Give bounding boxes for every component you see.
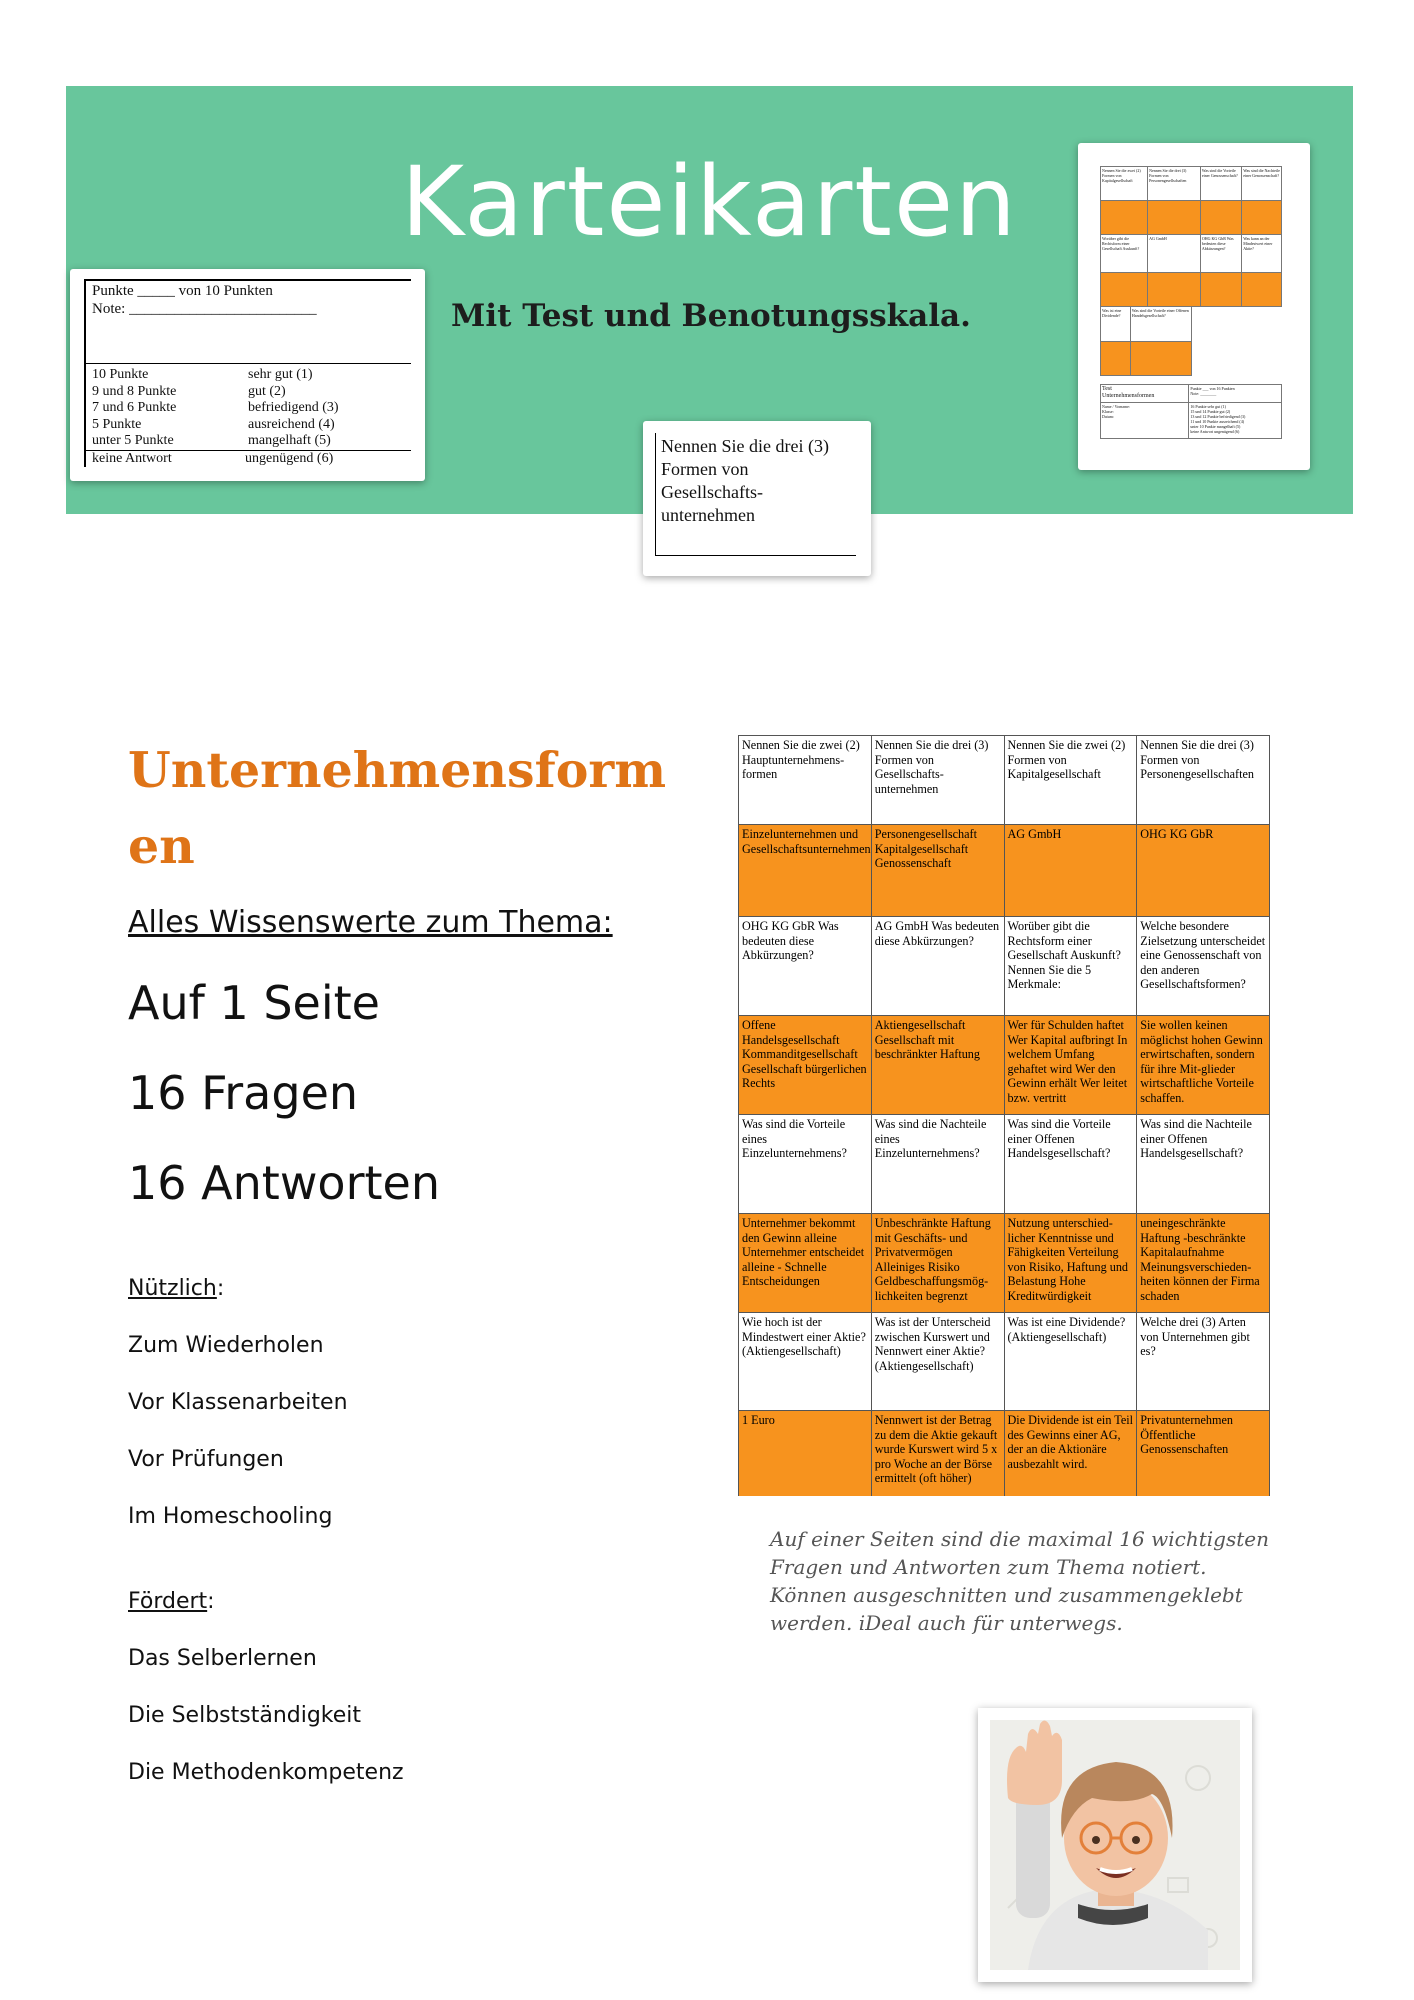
answer-cell: AG GmbH (1004, 825, 1137, 917)
avatar (978, 1708, 1252, 1982)
waving-memoji-icon (978, 1708, 1252, 1982)
answer-cell: Offene Handelsgesellschaft Kommanditgesellschaft Gesellschaft bürgerlichen Rechts (739, 1016, 872, 1115)
answer-cell: 1 Euro (739, 1411, 872, 1497)
question-cell: Wie hoch ist der Mindestwert einer Aktie? (Aktiengesellschaft) (739, 1313, 872, 1411)
stat-pages: Auf 1 Seite (128, 976, 380, 1030)
page-title: Karteikarten (401, 146, 1018, 258)
question-cell: Nennen Sie die zwei (2) Hauptunternehmens-formen (739, 736, 872, 825)
list-item: Die Selbstständigkeit (128, 1703, 362, 1728)
qa-table (738, 735, 1272, 1496)
question-cell: Worüber gibt die Rechtsform einer Gesellschaft Auskunft? Nennen Sie die 5 Merkmale: (1004, 917, 1137, 1016)
intro-text: Alles Wissenswerte zum Thema: (128, 905, 613, 940)
question-cell: Welche drei (3) Arten von Unternehmen gibt es? (1137, 1313, 1270, 1411)
grade-line: Note: _________________________ (92, 301, 317, 317)
question-cell: Was sind die Vorteile einer Offenen Handelsgesellschaft? (1004, 1115, 1137, 1214)
useful-label: Nützlich: (128, 1276, 225, 1301)
answer-cell: Aktiengesellschaft Gesellschaft mit beschränkter Haftung (871, 1016, 1004, 1115)
list-item: Das Selberlernen (128, 1646, 317, 1671)
grade-points-list: 10 Punkte 9 und 8 Punkte 7 und 6 Punkte 5 Punkte unter 5 Punkte (92, 367, 177, 448)
no-answer-points: keine Antwort (92, 451, 172, 466)
answer-cell: OHG KG GbR (1137, 825, 1270, 917)
question-cell: OHG KG GbR Was bedeuten diese Abkürzungen? (739, 917, 872, 1016)
answer-cell: Nennwert ist der Betrag zu dem die Aktie gekauft wurde Kurswert wird 5 x pro Woche an der Börse ermittelt (oft höher) (871, 1411, 1004, 1497)
grade-names-list: sehr gut (1) gut (2) befriedigend (3) ausreichend (4) mangelhaft (5) (248, 367, 339, 448)
answer-cell: Unternehmer bekommt den Gewinn alleine Unternehmer entscheidet alleine - Schnelle Entscheidungen (739, 1214, 872, 1313)
answer-cell: uneingeschränkte Haftung -beschränkte Kapitalaufnahme Meinungsverschieden-heiten können der Firma schaden (1137, 1214, 1270, 1313)
question-cell: Was sind die Nachteile eines Einzelunternehmens? (871, 1115, 1004, 1214)
answer-cell: Privatunternehmen Öffentliche Genossenschaften (1137, 1411, 1270, 1497)
question-cell: Nennen Sie die drei (3) Formen von Personengesellschaften (1137, 736, 1270, 825)
question-cell: Was sind die Nachteile einer Offenen Handelsgesellschaft? (1137, 1115, 1270, 1214)
answer-cell: Wer für Schulden haftet Wer Kapital aufbringt In welchem Umfang gehaftet wird Wer den Gewinn erhält Wer leitet bzw. vertritt (1004, 1016, 1137, 1115)
page-subtitle: Mit Test und Benotungsskala. (451, 298, 971, 334)
list-item: Im Homeschooling (128, 1504, 333, 1529)
list-item: Die Methodenkompetenz (128, 1760, 404, 1785)
list-item: Zum Wiederholen (128, 1333, 324, 1358)
question-cell: Was ist eine Dividende? (Aktiengesellschaft) (1004, 1313, 1137, 1411)
points-line: Punkte _____ von 10 Punkten (92, 283, 273, 299)
answer-cell: Unbeschränkte Haftung mit Geschäfts- und Privatvermögen Alleiniges Risiko Geldbeschaffungsmög-lichkeiten begrenzt (871, 1214, 1004, 1313)
list-item: Vor Prüfungen (128, 1447, 284, 1472)
answer-cell: Sie wollen keinen möglichst hohen Gewinn erwirtschaften, sondern für ihre Mit-glieder wirtschaftliche Vorteile schaffen. (1137, 1016, 1270, 1115)
answer-cell: Die Dividende ist ein Teil des Gewinns einer AG, der an die Aktionäre ausbezahlt wird. (1004, 1411, 1137, 1497)
list-item: Vor Klassenarbeiten (128, 1390, 348, 1415)
question-cell: Was ist der Unterscheid zwischen Kurswert und Nennwert einer Aktie? (Aktiengesellschaft) (871, 1313, 1004, 1411)
question-cell: AG GmbH Was bedeuten diese Abkürzungen? (871, 917, 1004, 1016)
answer-cell: Personengesellschaft Kapitalgesellschaft Genossenschaft (871, 825, 1004, 917)
question-cell: Welche besondere Zielsetzung unterscheidet eine Genossenschaft von den anderen Gesellschaftsformen? (1137, 917, 1270, 1016)
stat-answers: 16 Antworten (128, 1156, 440, 1210)
promotes-label: Fördert: (128, 1589, 215, 1614)
answer-cell: Nutzung unterschied-licher Kenntnisse und Fähigkeiten Verteilung von Risiko, Haftung und Belastung Hohe Kreditwürdigkeit (1004, 1214, 1137, 1313)
no-answer-grade: ungenügend (6) (245, 451, 334, 466)
table-caption: Auf einer Seiten sind die maximal 16 wichtigsten Fragen und Antworten zum Thema notiert. Können ausgeschnitten und zusammengeklebt werden. iDeal auch für unterwegs. (770, 1527, 1269, 1635)
thumbnail-grid: Nennen Sie die zwei (2) Formen von Kapitalgesellschaft Nennen Sie die drei (3) Formen von Personengesellschaften Was sind die Vorteile einer Genossenschaft? Was sind die Nachteile einer Genossenschaft? Worüber gibt die Rechtsform einer Gesellschaft Auskunft? AG GmbH OHG KG GbR Was bedeuten diese Abkürzungen? Was kann an der Mindestwert einer Aktie? (1100, 166, 1282, 307)
question-card-text: Nennen Sie die drei (3) Formen von Gesellschafts- unternehmen (661, 436, 829, 525)
grading-scale-card (70, 269, 425, 481)
answer-cell: Einzelunternehmen und Gesellschaftsunternehmen (739, 825, 872, 917)
topic-heading: Unternehmensformen (128, 741, 667, 875)
question-cell: Was sind die Vorteile eines Einzelunternehmens? (739, 1115, 872, 1214)
question-card-sample (643, 421, 871, 576)
stat-questions: 16 Fragen (128, 1066, 359, 1120)
worksheet-thumbnail: Nennen Sie die zwei (2) Formen von Kapitalgesellschaft Nennen Sie die drei (3) Formen von Personengesellschaften Was sind die Vorteile einer Genossenschaft? Was sind die Nachteile einer Genossenschaft? Worüber gibt die Rechtsform einer Gesellschaft Auskunft? AG GmbH OHG KG GbR Was bedeuten diese Abkürzungen? Was kann an der Mindestwert einer Aktie? Was ist eine Dividende? Was sind die Vorteile einer Offenen Handelsgesellschaft? Test Unternehmensformen Punkte ___ von 16 Punkten Note: ________ Name / Vorname: Klasse: Datum: 16 Punkte sehr gut (1) 15 und 14 Punkte gut (2) 13 und 12 Punkte befriedigend (3) 11 und 10 Punkte ausreichend (4) unter 10 Punkte mangelhaft (5) keine Antwort ungenügend (6) (1078, 143, 1310, 470)
question-cell: Nennen Sie die drei (3) Formen von Gesellschafts-unternehmen (871, 736, 1004, 825)
question-cell: Nennen Sie die zwei (2) Formen von Kapitalgesellschaft (1004, 736, 1137, 825)
